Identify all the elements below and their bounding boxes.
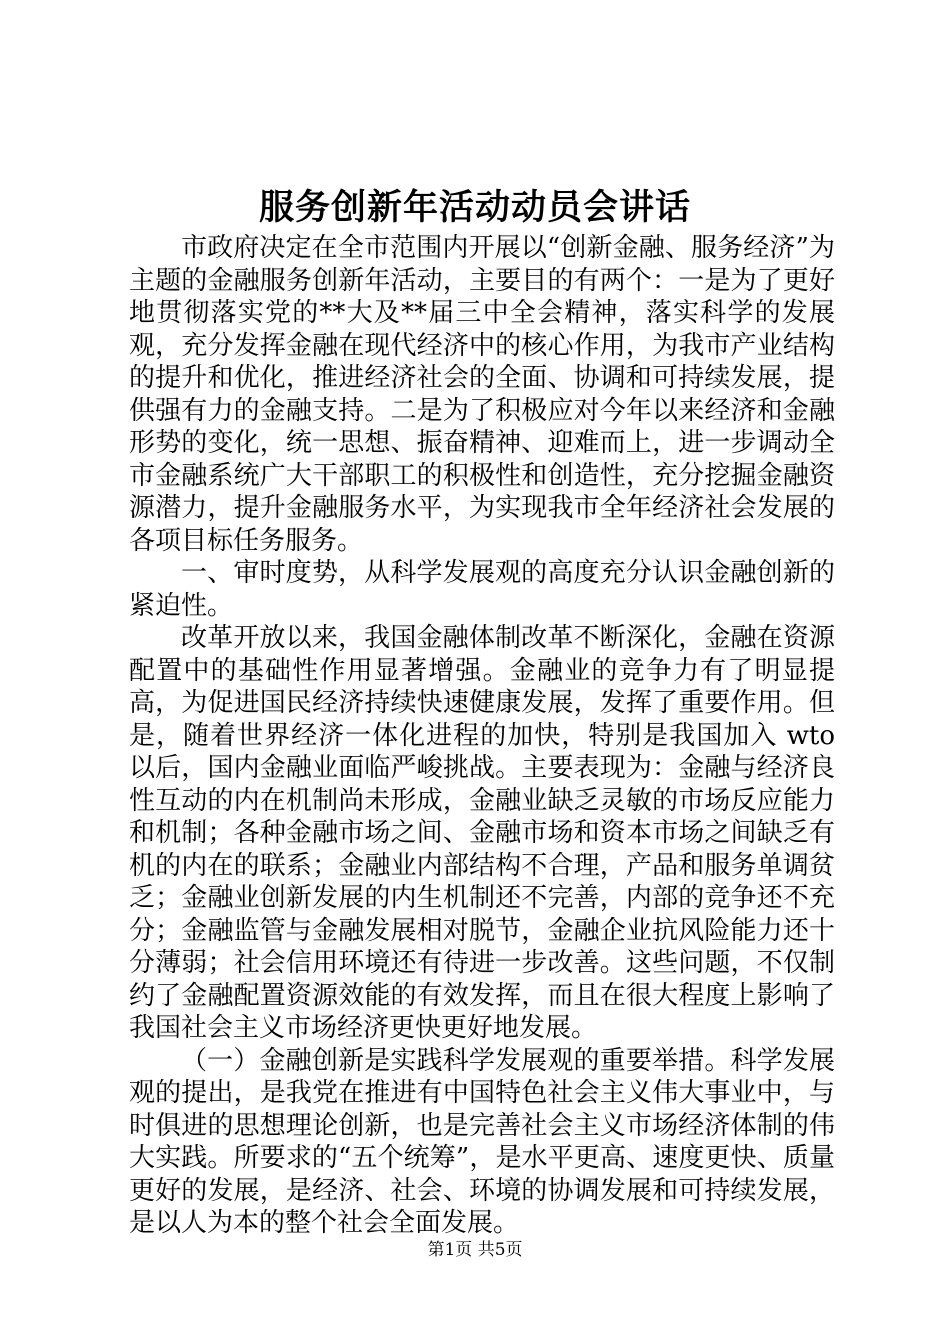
paragraph-intro: 市政府决定在全市范围内开展以“创新金融、服务经济”为主题的金融服务创新年活动，主要目的有两个：一是为了更好地贯彻落实党的**大及**届三中全会精神，落实科学的发展观，充分发挥金融在现代经济中的核心作用，为我市产业结构的提升和优化，推进经济社会的全面、协调和可持续发展，提供强有力的金融支持。二是为了积极应对今年以来经济和金融形势的变化，统一思想、振奋精神、迎难而上，进一步调动全市金融系统广大干部职工的积极性和创造性，充分挖掘金融资源潜力，提升金融服务水平，为实现我市全年经济社会发展的各项目标任务服务。	[129, 233, 835, 556]
paragraph-subsection-one: （一）金融创新是实践科学发展观的重要举措。科学发展观的提出，是我党在推进有中国特色社会主义伟大事业中，与时俱进的思想理论创新，也是完善社会主义市场经济体制的伟大实践。所要求的“五个统筹”，是水平更高、速度更快、质量更好的发展，是经济、社会、环境的协调发展和可持续发展，是以人为本的整个社会全面发展。	[129, 1045, 835, 1238]
paragraph-reform: 改革开放以来，我国金融体制改革不断深化，金融在资源配置中的基础性作用显著增强。金融业的竞争力有了明显提高，为促进国民经济持续快速健康发展，发挥了重要作用。但是，随着世界经济一体化进程的加快，特别是我国加入 wto 以后，国内金融业面临严峻挑战。主要表现为：金融与经济良性互动的内在机制尚未形成，金融业缺乏灵敏的市场反应能力和机制；各种金融市场之间、金融市场和资本市场之间缺乏有机的内在的联系；金融业内部结构不合理，产品和服务单调贫乏；金融业创新发展的内生机制还不完善，内部的竞争还不充分；金融监管与金融发展相对脱节，金融企业抗风险能力还十分薄弱；社会信用环境还有待进一步改善。这些问题，不仅制约了金融配置资源效能的有效发挥，而且在很大程度上影响了我国社会主义市场经济更快更好地发展。	[129, 623, 835, 1043]
page-number-footer: 第1页 共5页	[427, 1240, 523, 1260]
paragraph-section-heading: 一、审时度势，从科学发展观的高度充分认识金融创新的紧迫性。	[129, 558, 835, 621]
document-body	[129, 232, 835, 1240]
document-title: 服务创新年活动动员会讲话	[258, 187, 691, 228]
